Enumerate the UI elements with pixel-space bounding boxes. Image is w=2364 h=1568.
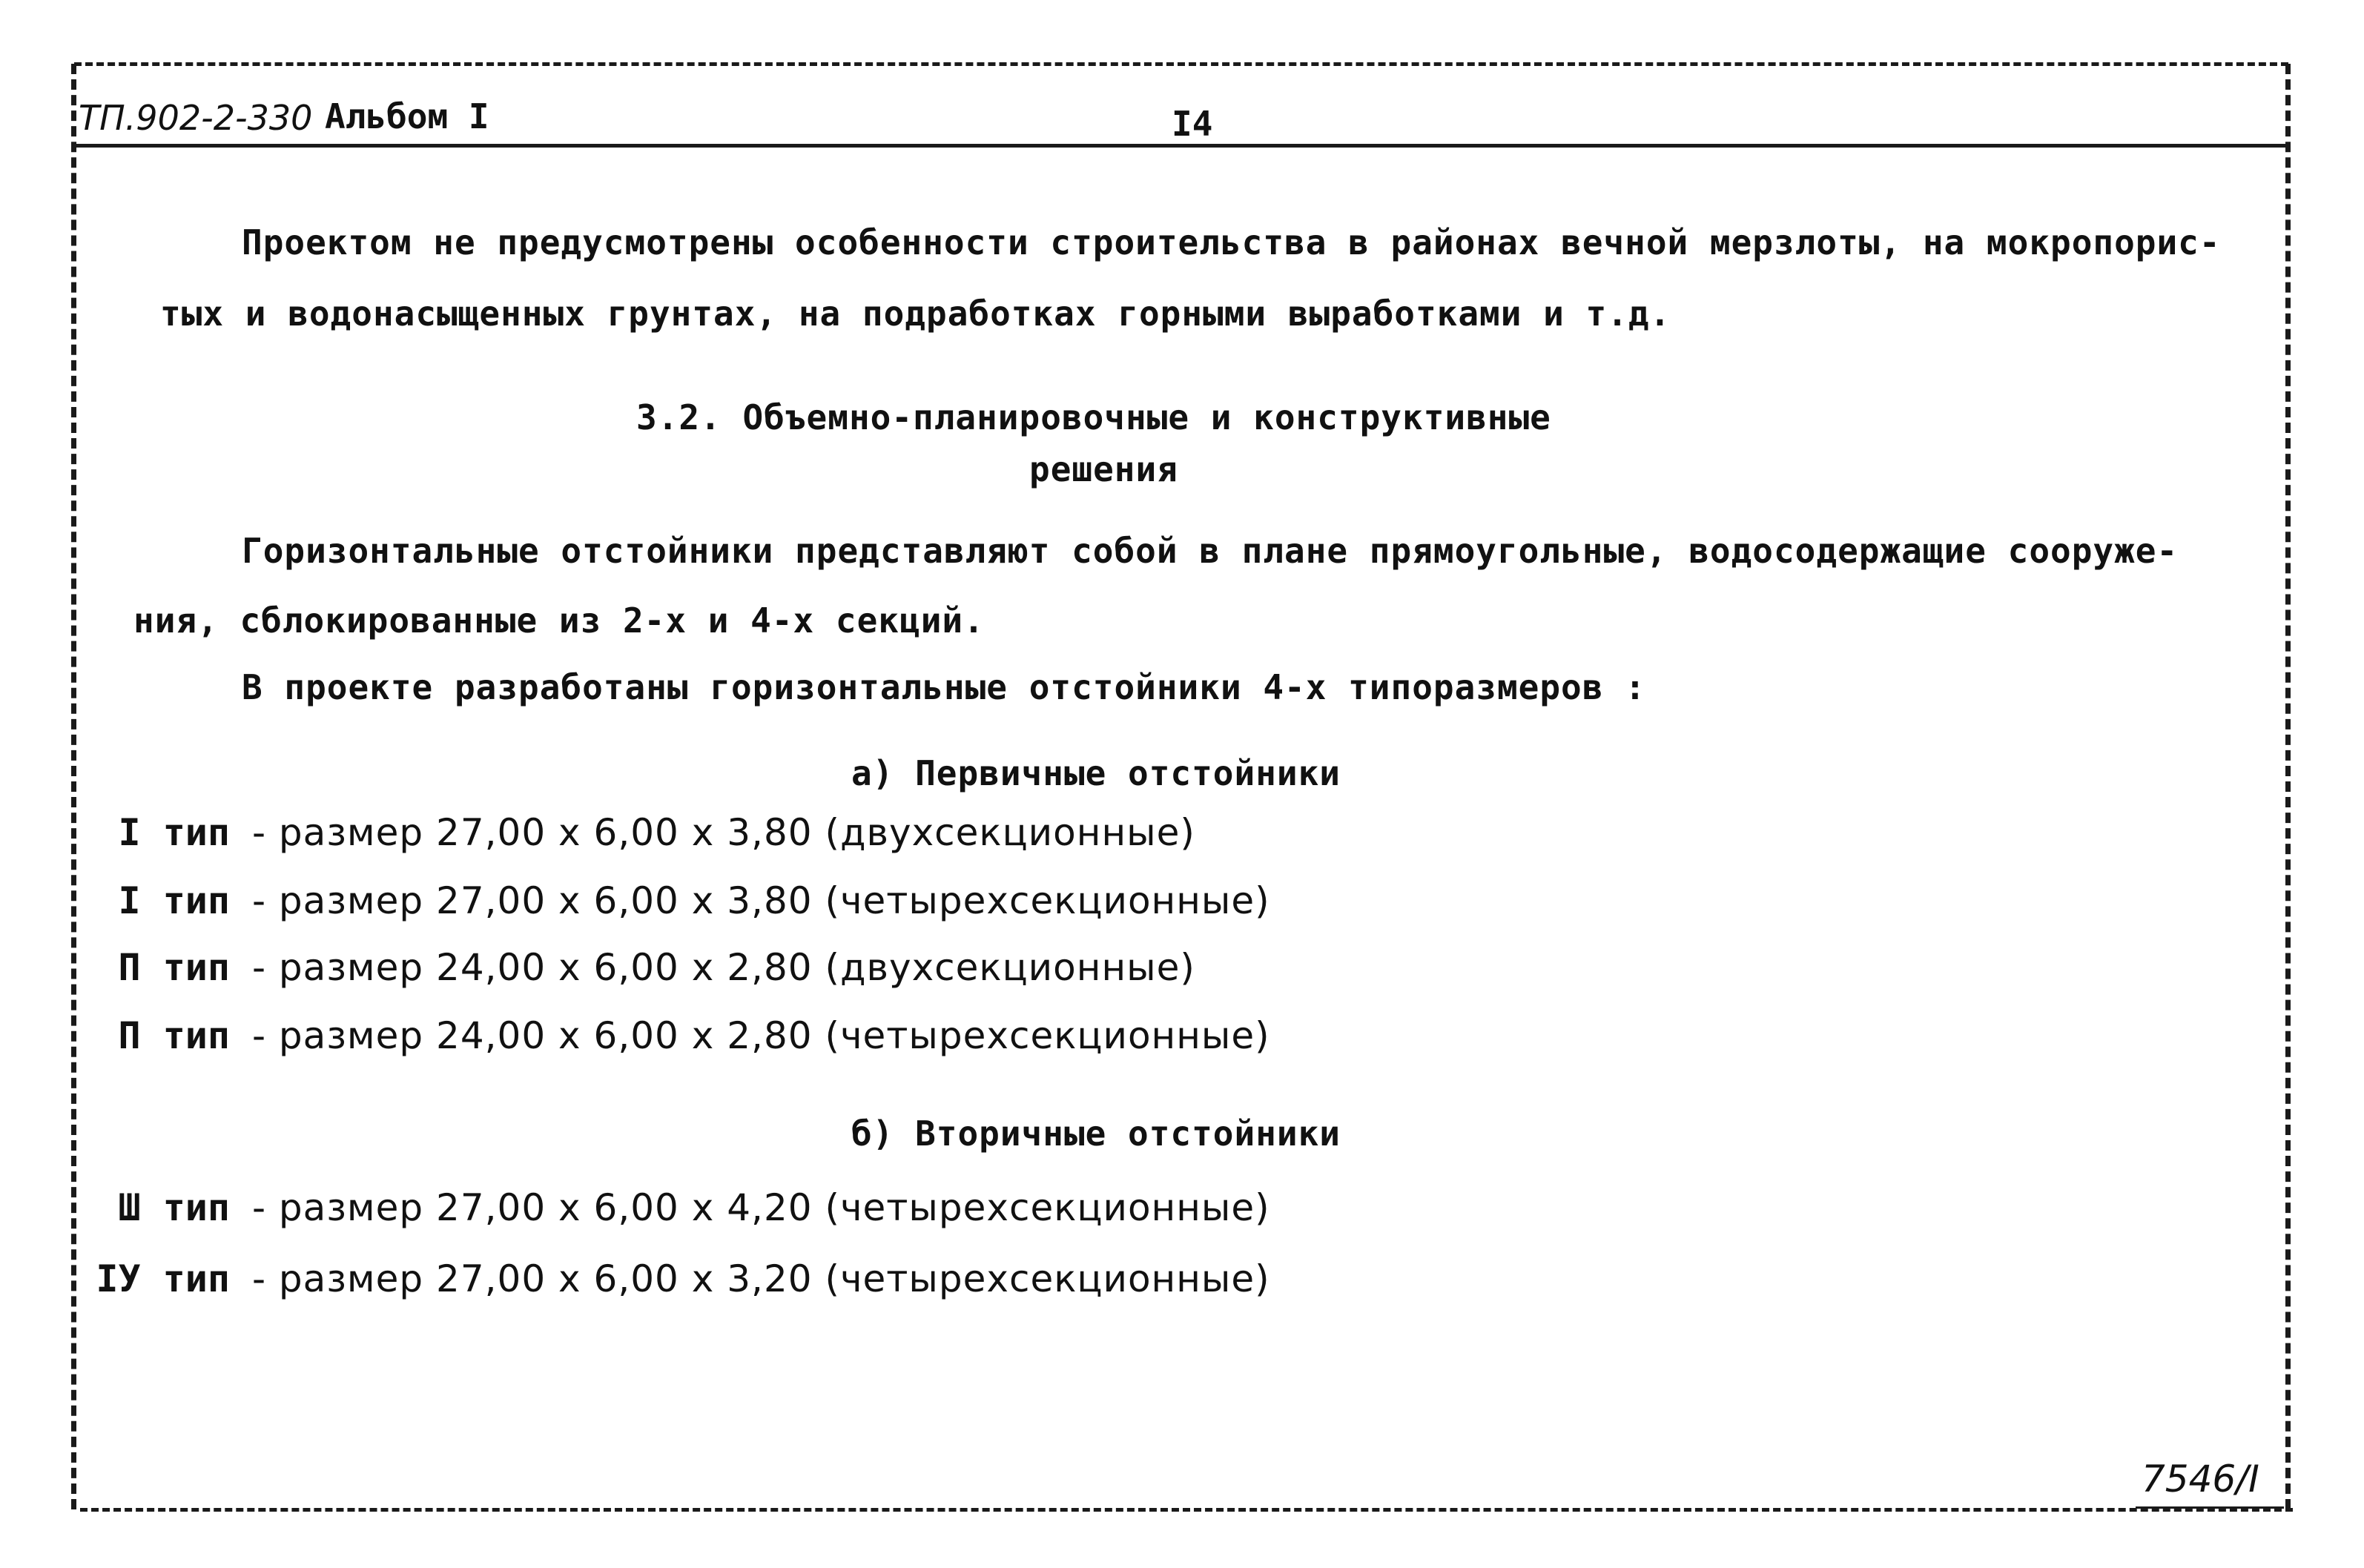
type-label: П тип — [118, 946, 230, 989]
frame-top-border — [74, 62, 2288, 66]
type-label: I тип — [118, 811, 230, 854]
inventory-number: 7546/I — [2142, 1458, 2259, 1501]
frame-right-border — [2285, 64, 2291, 1509]
paragraph-1-line-2: тых и водонасыщенных грунтах, на подработках горными выработками и т.д. — [160, 294, 1671, 334]
album-label: Альбом I — [325, 96, 489, 136]
paragraph-3: В проекте разработаны горизонтальные отстойники 4-х типоразмеров : — [242, 667, 1646, 707]
type-label: I тип — [118, 879, 230, 922]
page-number: I4 — [1172, 104, 1213, 144]
list-item — [67, 1014, 1270, 1057]
type-label: Ш тип — [118, 1186, 230, 1229]
list-item — [67, 946, 1195, 989]
paragraph-1-line-1: Проектом не предусмотрены особенности строительства в районах вечной мерзлоты, на мокропорис- — [242, 222, 2221, 262]
list-item — [67, 1186, 1270, 1229]
size-text: - размер 27,00 х 6,00 х 3,20 (четырехсекционные) — [252, 1257, 1270, 1300]
list-item — [67, 811, 1195, 854]
secondary-heading: б) Вторичные отстойники — [851, 1114, 1341, 1154]
list-item — [67, 879, 1270, 922]
frame-bottom-border — [80, 1508, 2293, 1512]
size-text: - размер 24,00 х 6,00 х 2,80 (четырехсекционные) — [252, 1014, 1270, 1057]
paragraph-2-line-1: Горизонтальные отстойники представляют собой в плане прямоугольные, водосодержащие сооруже- — [242, 531, 2179, 571]
primary-heading: а) Первичные отстойники — [851, 753, 1341, 793]
section-title: 3.2. Объемно-планировочные и конструктивные — [636, 397, 1551, 437]
type-label: IУ тип — [96, 1257, 230, 1300]
paragraph-2-line-2: ния, сблокированные из 2-х и 4-х секций. — [133, 601, 985, 641]
list-item — [67, 1257, 1270, 1300]
size-text: - размер 27,00 х 6,00 х 4,20 (четырехсекционные) — [252, 1186, 1270, 1229]
inventory-underline — [2136, 1506, 2284, 1509]
size-text: - размер 24,00 х 6,00 х 2,80 (двухсекционные) — [252, 946, 1195, 989]
section-title-line-2: решения — [1029, 449, 1178, 489]
size-text: - размер 27,00 х 6,00 х 3,80 (двухсекционные) — [252, 811, 1195, 854]
type-label: П тип — [118, 1014, 230, 1057]
document-code: ТП.902-2-330 — [79, 98, 313, 138]
header-divider — [74, 144, 2290, 148]
size-text: - размер 27,00 х 6,00 х 3,80 (четырехсекционные) — [252, 879, 1270, 922]
